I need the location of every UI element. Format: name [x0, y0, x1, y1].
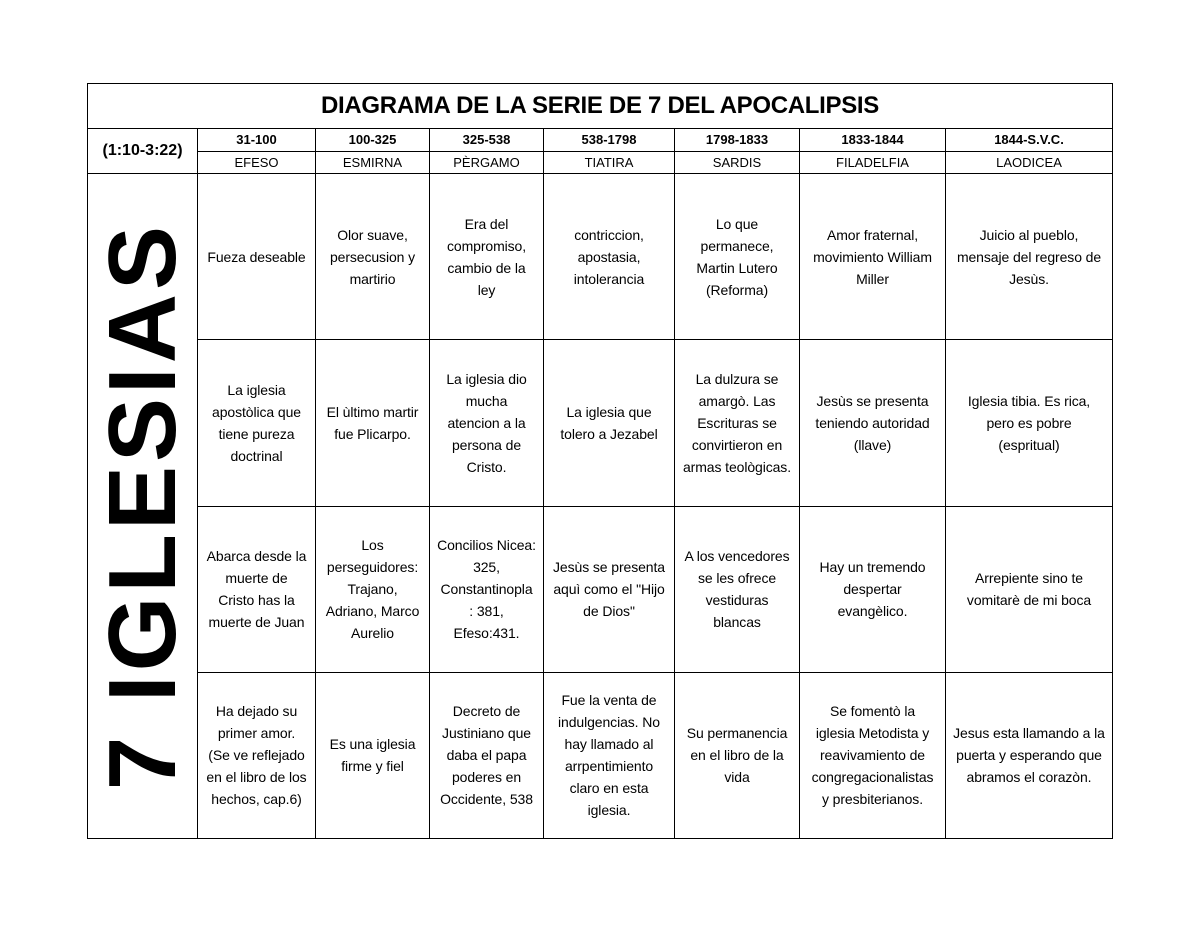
- table-cell: El ùltimo martir fue Plicarpo.: [316, 340, 430, 506]
- church-header: FILADELFIA: [800, 151, 946, 174]
- period-header: 100-325: [316, 129, 430, 152]
- church-header: LAODICEA: [946, 151, 1113, 174]
- table-cell: Era del compromiso, cambio de la ley: [430, 174, 544, 340]
- period-header: 1833-1844: [800, 129, 946, 152]
- table-cell: Jesus esta llamando a la puerta y esperando que abramos el corazòn.: [946, 672, 1113, 838]
- table-cell: Juicio al pueblo, mensaje del regreso de Jesùs.: [946, 174, 1113, 340]
- table-cell: Olor suave, persecusion y martirio: [316, 174, 430, 340]
- church-header: ESMIRNA: [316, 151, 430, 174]
- table-cell: Jesùs se presenta aquì como el "Hijo de Dios": [544, 506, 675, 672]
- table-cell: contriccion, apostasia, intolerancia: [544, 174, 675, 340]
- church-header: PÈRGAMO: [430, 151, 544, 174]
- page-title: DIAGRAMA DE LA SERIE DE 7 DEL APOCALIPSIS: [88, 84, 1113, 129]
- table-cell: Hay un tremendo despertar evangèlico.: [800, 506, 946, 672]
- period-header: 538-1798: [544, 129, 675, 152]
- table-cell: Ha dejado su primer amor. (Se ve reflejado en el libro de los hechos, cap.6): [198, 672, 316, 838]
- table-cell: Los perseguidores: Trajano, Adriano, Marco Aurelio: [316, 506, 430, 672]
- table-cell: Es una iglesia firme y fiel: [316, 672, 430, 838]
- table-cell: La iglesia que tolero a Jezabel: [544, 340, 675, 506]
- table-cell: Jesùs se presenta teniendo autoridad (llave): [800, 340, 946, 506]
- period-header: 1844-S.V.C.: [946, 129, 1113, 152]
- table-cell: Fue la venta de indulgencias. No hay llamado al arrpentimiento claro en esta iglesia.: [544, 672, 675, 838]
- church-header: SARDIS: [675, 151, 800, 174]
- side-label: 7 IGLESIAS: [88, 221, 196, 791]
- table-cell: Abarca desde la muerte de Cristo has la muerte de Juan: [198, 506, 316, 672]
- period-header: 325-538: [430, 129, 544, 152]
- period-header: 1798-1833: [675, 129, 800, 152]
- table-cell: A los vencedores se les ofrece vestiduras blancas: [675, 506, 800, 672]
- table-cell: Iglesia tibia. Es rica, pero es pobre (espritual): [946, 340, 1113, 506]
- table-cell: Concilios Nicea: 325, Constantinopla : 381, Efeso:431.: [430, 506, 544, 672]
- scripture-reference: (1:10-3:22): [88, 129, 198, 174]
- period-header: 31-100: [198, 129, 316, 152]
- table-cell: Arrepiente sino te vomitarè de mi boca: [946, 506, 1113, 672]
- table-cell: Lo que permanece, Martin Lutero (Reforma): [675, 174, 800, 340]
- table-cell: Su permanencia en el libro de la vida: [675, 672, 800, 838]
- table-cell: Fueza deseable: [198, 174, 316, 340]
- apocalypse-diagram-table: [87, 83, 1113, 839]
- side-label-cell: [88, 174, 198, 839]
- table-cell: La dulzura se amargò. Las Escrituras se convirtieron en armas teològicas.: [675, 340, 800, 506]
- church-header: EFESO: [198, 151, 316, 174]
- table-cell: Amor fraternal, movimiento William Miller: [800, 174, 946, 340]
- church-header: TIATIRA: [544, 151, 675, 174]
- table-cell: La iglesia apostòlica que tiene pureza doctrinal: [198, 340, 316, 506]
- table-cell: Decreto de Justiniano que daba el papa poderes en Occidente, 538: [430, 672, 544, 838]
- table-cell: La iglesia dio mucha atencion a la persona de Cristo.: [430, 340, 544, 506]
- table-cell: Se fomentò la iglesia Metodista y reavivamiento de congregacionalistas y presbiterianos.: [800, 672, 946, 838]
